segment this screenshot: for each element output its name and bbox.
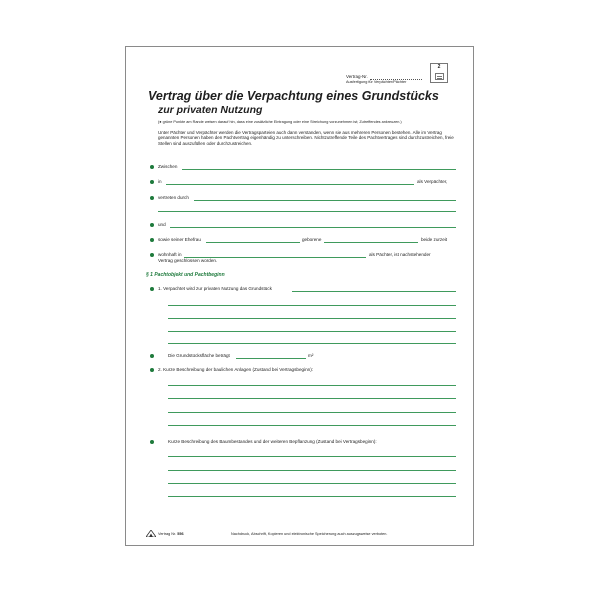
anlagen-field-3[interactable] (168, 412, 456, 413)
grundstueck-field[interactable] (292, 291, 456, 292)
anlagen-field-1[interactable] (168, 385, 456, 386)
paechter-name-field[interactable] (170, 227, 456, 228)
marker-dot (150, 180, 154, 184)
wohnhaft-label: wohnhaft in (158, 252, 182, 257)
sowie-label: sowie seiner Ehefrau (158, 237, 201, 242)
marker-dot (150, 287, 154, 291)
contract-form-page (125, 46, 474, 546)
marker-dot (150, 253, 154, 257)
area-unit: m² (308, 353, 314, 358)
plants-field-1[interactable] (168, 456, 456, 457)
item-1-label: 1. Verpachtet wird zur privaten Nutzung das Grundstück (158, 286, 272, 291)
grundstueck-field-5[interactable] (168, 343, 456, 344)
in-label: in (158, 179, 162, 184)
marker-dot (150, 440, 154, 444)
marker-dot (150, 368, 154, 372)
contract-number-label: Vertrag-Nr. (346, 74, 368, 79)
als-verpaechter-label: als Verpächter, (417, 179, 448, 184)
footer-form-label (158, 532, 184, 537)
ehefrau-name-field[interactable] (206, 242, 300, 243)
hint-text: (● grüne Punkte am Rande weisen darauf hin, dass eine zusätzliche Eintragung oder eine Streichung vorzunehmen ist; Zutreffendes ankreuzen.) (158, 120, 402, 124)
plants-field-4[interactable] (168, 496, 456, 497)
geschlossen-label: Vertrag geschlossen worden. (158, 258, 218, 263)
form-number-badge (430, 63, 448, 83)
plants-field-3[interactable] (168, 483, 456, 484)
marker-dot (150, 223, 154, 227)
plants-field-2[interactable] (168, 470, 456, 471)
intro-paragraph: Unter Pächter und Verpächter werden die Vertragsparteien auch dann verstanden, wenn sie aus mehreren Personen bestehen. Alle im Vertrag genannten Personen haben den Pachtvertrag eigenhändig zu unterschreiben. Nichtzutreffende Teile des Pachtvertrages sind durchzustreichen, freie Stellen sind auszufüllen oder durchzustreichen. (158, 130, 454, 146)
geborene-field[interactable] (324, 242, 418, 243)
anlagen-field-2[interactable] (168, 398, 456, 399)
area-label: Die Grundstücksfläche beträgt (168, 353, 230, 358)
footer-form-label-text: Vertrag Nr. (158, 532, 177, 536)
vertreten-durch-label: vertreten durch (158, 195, 189, 200)
document-title: Vertrag über die Verpachtung eines Grundstücks (148, 89, 439, 103)
section-1-heading: § 1 Pachtobjekt und Pachtbeginn (146, 272, 225, 278)
und-label: und (158, 222, 166, 227)
verpaechter-address-field[interactable] (166, 184, 414, 185)
grundstueck-field-3[interactable] (168, 318, 456, 319)
form-number: 2 (437, 64, 441, 70)
vertreten-durch-field-2[interactable] (158, 211, 456, 212)
publisher-logo-icon (146, 530, 156, 537)
zwischen-field[interactable] (182, 169, 456, 170)
copy-label: Ausfertigung für Verpächter/Pächter (346, 80, 407, 84)
area-field[interactable] (236, 358, 306, 359)
document-subtitle: zur privaten Nutzung (158, 104, 263, 116)
beide-zurzeit-label: beide zurzeit (421, 237, 448, 242)
footer-form-number: 556 (177, 532, 184, 536)
vertreten-durch-field[interactable] (194, 200, 456, 201)
zwischen-label: Zwischen (158, 164, 178, 169)
geborene-label: geborene (302, 237, 322, 242)
anlagen-field-4[interactable] (168, 425, 456, 426)
item-2-label: 2. Kurze Beschreibung der baulichen Anlagen (Zustand bei Vertragsbeginn): (158, 367, 314, 372)
marker-dot (150, 354, 154, 358)
als-paechter-label: als Pächter, ist nachstehender (369, 252, 431, 257)
marker-dot (150, 165, 154, 169)
document-stack-icon (435, 73, 444, 80)
grundstueck-field-2[interactable] (168, 305, 456, 306)
footer-copyright: Nachdruck, Abschrift, Kopieren und elektronische Speicherung auch auszugsweise verboten. (231, 532, 388, 536)
grundstueck-field-4[interactable] (168, 331, 456, 332)
marker-dot (150, 196, 154, 200)
plants-label: Kurze Beschreibung des Baumbestandes und der weiteren Bepflanzung (Zustand bei Vertragsbeginn): (168, 439, 377, 444)
marker-dot (150, 238, 154, 242)
